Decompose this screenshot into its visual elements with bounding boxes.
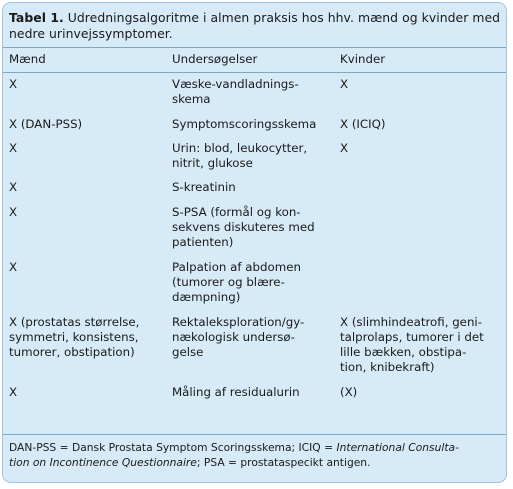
cell-maend: X xyxy=(9,384,18,399)
table-row xyxy=(9,132,506,172)
cell-kvinder xyxy=(340,171,506,195)
table-row xyxy=(9,171,506,195)
diagnostic-table xyxy=(9,49,506,400)
table-box xyxy=(2,2,507,483)
header-row xyxy=(9,49,506,75)
cell-undersoegelse: Urin: blod, leukocytter, nitrit, glukose xyxy=(172,140,308,171)
table-row xyxy=(9,108,506,132)
cell-maend: X xyxy=(9,140,18,155)
caption-label: Tabel 1. xyxy=(9,10,64,25)
cell-maend: X xyxy=(9,204,18,219)
footnote-abbrev: DAN-PSS = Dansk Prostata Symptom Scoringsskema; ICIQ = xyxy=(9,441,337,454)
cell-maend: X xyxy=(9,259,18,274)
table-row xyxy=(9,196,506,251)
cell-kvinder: X (ICIQ) xyxy=(340,116,386,131)
table-row xyxy=(9,75,506,108)
bottom-rule xyxy=(3,434,506,435)
cell-undersoegelse: Væske-vandladnings- skema xyxy=(172,77,299,107)
cell-maend: X (DAN-PSS) xyxy=(9,116,83,131)
cell-kvinder xyxy=(340,196,506,251)
cell-maend: X (prostatas størrelse, symmetri, konsistens, tumorer, obstipation) xyxy=(9,314,140,360)
table-body xyxy=(9,75,506,400)
cell-kvinder: X xyxy=(340,77,349,91)
caption-text: Udredningsalgoritme i almen praksis hos hhv. mænd og kvinder med nedre urinvejssymptomer. xyxy=(9,10,501,41)
cell-kvinder: X xyxy=(340,140,349,155)
table-footnote xyxy=(9,440,506,470)
header-undersoegelser: Undersøgelser xyxy=(172,52,258,66)
cell-maend: X xyxy=(9,77,18,91)
footnote-iciq-name: International Consulta- tion on Incontinence Questionnaire xyxy=(9,441,459,469)
table-row xyxy=(9,376,506,400)
cell-kvinder xyxy=(340,251,506,306)
cell-undersoegelse: Palpation af abdomen (tumorer og blære- dæmpning) xyxy=(172,259,301,305)
cell-undersoegelse: Måling af residualurin xyxy=(172,384,300,399)
header-maend: Mænd xyxy=(9,52,46,66)
cell-undersoegelse: S-kreatinin xyxy=(172,180,236,195)
footnote-psa: ; PSA = prostataspecikt antigen. xyxy=(196,456,371,469)
table-caption xyxy=(9,10,504,42)
cell-kvinder: (X) xyxy=(340,384,358,399)
table-row xyxy=(9,251,506,306)
cell-kvinder: X (slimhindeatrofi, geni- talprolaps, tumorer i det lille bækken, obstipa- tion, knibekraft) xyxy=(340,314,484,375)
cell-undersoegelse: S-PSA (formål og kon- sekvens diskuteres med patienten) xyxy=(172,204,315,250)
header-kvinder: Kvinder xyxy=(340,52,386,66)
top-rule xyxy=(3,47,506,48)
table-row xyxy=(9,306,506,376)
cell-undersoegelse: Rektaleksploration/gy- nækologisk undersø- gelse xyxy=(172,314,305,360)
cell-undersoegelse: Symptomscoringsskema xyxy=(172,116,317,131)
cell-maend: X xyxy=(9,180,18,195)
